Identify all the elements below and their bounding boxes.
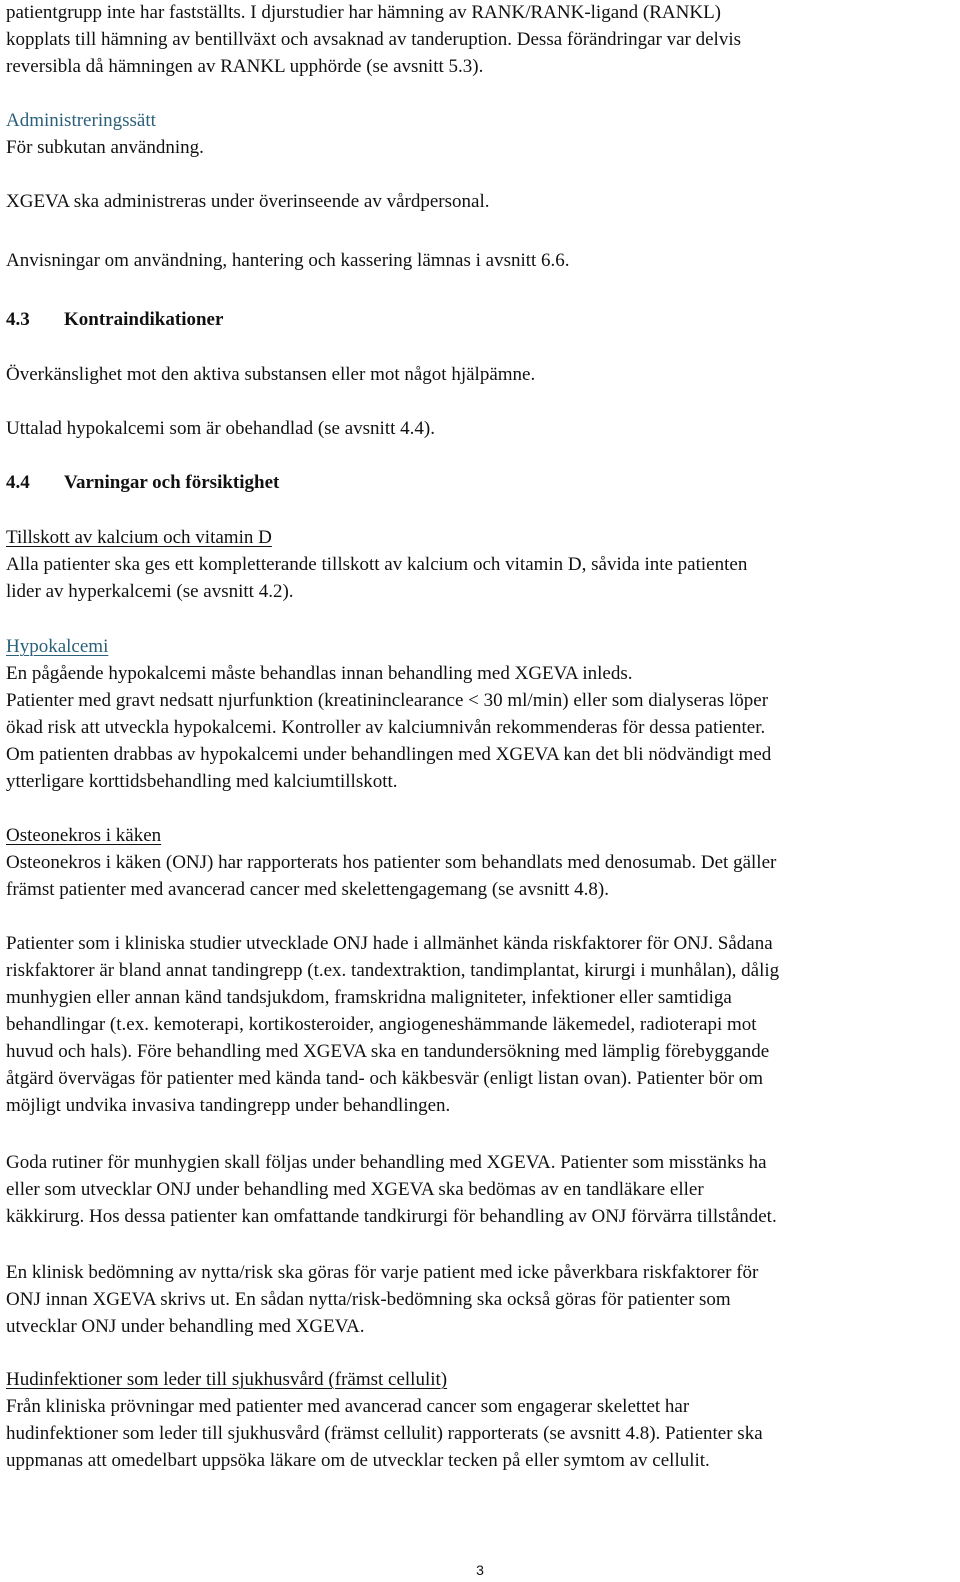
- text-line: Från kliniska prövningar med patienter med avancerad cancer som engagerar skelettet har: [6, 1396, 690, 1417]
- text-line: käkkirurg. Hos dessa patienter kan omfattande tandkirurgi för behandling av ONJ förvärra tillståndet.: [6, 1206, 777, 1227]
- text-line: patientgrupp inte har fastställts. I djurstudier har hämning av RANK/RANK-ligand (RANKL): [6, 2, 721, 23]
- text-line: Överkänslighet mot den aktiva substansen eller mot något hjälpämne.: [6, 364, 536, 385]
- text-line: lider av hyperkalcemi (se avsnitt 4.2).: [6, 581, 294, 602]
- text-line: En pågående hypokalcemi måste behandlas innan behandling med XGEVA inleds.: [6, 663, 633, 684]
- text-line: hudinfektioner som leder till sjukhusvård (främst cellulit) rapporterats (se avsnitt 4.8). Patienter ska: [6, 1423, 763, 1444]
- section-title: Kontraindikationer: [64, 309, 224, 330]
- text-line: reversibla då hämningen av RANKL upphörde (se avsnitt 5.3).: [6, 56, 484, 77]
- hypocalcemia-subheading: Hypokalcemi: [6, 636, 109, 657]
- text-line: Alla patienter ska ges ett kompletterande tillskott av kalcium och vitamin D, såvida inte patienten: [6, 554, 748, 575]
- text-line: Patienter med gravt nedsatt njurfunktion (kreatininclearance < 30 ml/min) eller som dialyseras löper: [6, 690, 769, 711]
- section-title: Varningar och försiktighet: [64, 472, 280, 493]
- text-line: huvud och hals). Före behandling med XGEVA ska en tandundersökning med lämplig förebyggande: [6, 1041, 770, 1062]
- text-line: behandlingar (t.ex. kemoterapi, kortikosteroider, angiogeneshämmande läkemedel, radioterapi mot: [6, 1014, 757, 1035]
- text-line: En klinisk bedömning av nytta/risk ska göras för varje patient med icke påverkbara riskfaktorer för: [6, 1262, 759, 1283]
- section-heading-4-3: [6, 306, 223, 333]
- section-number: 4.3: [6, 309, 30, 330]
- text-line: riskfaktorer är bland annat tandingrepp (t.ex. tandextraktion, tandimplantat, kirurgi i munhålan), dålig: [6, 960, 780, 981]
- text-line: möjligt undvika invasiva tandingrepp under behandlingen.: [6, 1095, 451, 1116]
- text-line: Anvisningar om användning, hantering och kassering lämnas i avsnitt 6.6.: [6, 250, 570, 271]
- text-line: Om patienten drabbas av hypokalcemi under behandlingen med XGEVA kan det bli nödvändigt med: [6, 744, 772, 765]
- skin-infection-subheading: Hudinfektioner som leder till sjukhusvård (främst cellulit): [6, 1369, 448, 1390]
- text-line: Patienter som i kliniska studier utvecklade ONJ hade i allmänhet kända riskfaktorer för ONJ. Sådana: [6, 933, 773, 954]
- text-line: främst patienter med avancerad cancer med skelettengagemang (se avsnitt 4.8).: [6, 879, 609, 900]
- onj-subheading: Osteonekros i käken: [6, 825, 162, 846]
- text-line: utvecklar ONJ under behandling med XGEVA.: [6, 1316, 365, 1337]
- text-line: munhygien eller annan känd tandsjukdom, framskridna maligniteter, infektioner eller samtidiga: [6, 987, 732, 1008]
- text-line: Osteonekros i käken (ONJ) har rapporterats hos patienter som behandlats med denosumab. Det gäller: [6, 852, 777, 873]
- text-line: XGEVA ska administreras under överinseende av vårdpersonal.: [6, 191, 490, 212]
- text-line: Goda rutiner för munhygien skall följas under behandling med XGEVA. Patienter som misstänks ha: [6, 1152, 767, 1173]
- text-line: För subkutan användning.: [6, 137, 204, 158]
- text-line: Uttalad hypokalcemi som är obehandlad (se avsnitt 4.4).: [6, 418, 435, 439]
- text-line: ONJ innan XGEVA skrivs ut. En sådan nytta/risk-bedömning ska också göras för patienter som: [6, 1289, 731, 1310]
- administration-heading: Administreringssätt: [6, 110, 156, 131]
- text-line: uppmanas att omedelbart uppsöka läkare om de utvecklar tecken på eller symtom av cellulit.: [6, 1450, 710, 1471]
- text-line: ytterligare korttidsbehandling med kalciumtillskott.: [6, 771, 398, 792]
- text-line: åtgärd övervägas för patienter med kända tand- och käkbesvär (enligt listan ovan). Patienter bör om: [6, 1068, 764, 1089]
- text-line: kopplats till hämning av bentillväxt och avsaknad av tanderuption. Dessa förändringar var delvis: [6, 29, 741, 50]
- page-number: 3: [476, 1562, 484, 1578]
- section-number: 4.4: [6, 472, 30, 493]
- text-line: eller som utvecklar ONJ under behandling med XGEVA ska bedömas av en tandläkare eller: [6, 1179, 704, 1200]
- text-line: ökad risk att utveckla hypokalcemi. Kontroller av kalciumnivån rekommenderas för dessa patienter.: [6, 717, 766, 738]
- section-heading-4-4: [6, 469, 279, 496]
- calcium-subheading: Tillskott av kalcium och vitamin D: [6, 527, 272, 548]
